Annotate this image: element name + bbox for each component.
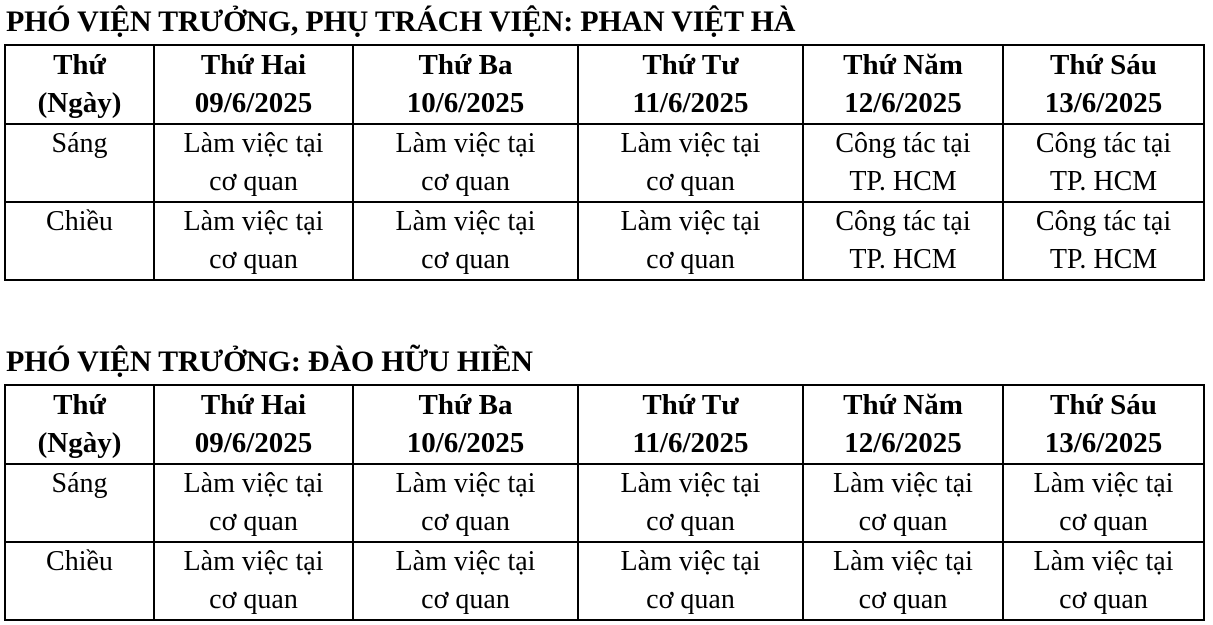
table-cell: Làm việc tại cơ quan [578,542,803,620]
table-cell: Làm việc tại cơ quan [803,542,1003,620]
table-cell: Làm việc tại cơ quan [803,464,1003,542]
table-cell: Làm việc tại cơ quan [154,124,353,202]
header-cell-wednesday: Thứ Tư 11/6/2025 [578,45,803,124]
header-cell-day-label: Thứ (Ngày) [5,385,154,464]
table-cell: Làm việc tại cơ quan [154,202,353,280]
header-cell-tuesday: Thứ Ba 10/6/2025 [353,385,578,464]
table-row-afternoon [5,542,1204,620]
table-cell: Làm việc tại cơ quan [353,542,578,620]
table-cell: Làm việc tại cơ quan [353,124,578,202]
header-cell-thursday: Thứ Năm 12/6/2025 [803,385,1003,464]
table-cell: Công tác tại TP. HCM [803,124,1003,202]
table-cell: Làm việc tại cơ quan [154,542,353,620]
table-row-morning [5,124,1204,202]
table-cell: Công tác tại TP. HCM [1003,124,1204,202]
header-cell-tuesday: Thứ Ba 10/6/2025 [353,45,578,124]
header-cell-monday: Thứ Hai 09/6/2025 [154,385,353,464]
table-cell: Làm việc tại cơ quan [353,464,578,542]
row-label-morning: Sáng [5,124,154,202]
header-cell-wednesday: Thứ Tư 11/6/2025 [578,385,803,464]
schedule-table [4,384,1205,621]
table-cell: Làm việc tại cơ quan [353,202,578,280]
schedule-section-phan-viet-ha [0,0,1213,275]
row-label-afternoon: Chiều [5,542,154,620]
table-cell: Làm việc tại cơ quan [1003,464,1204,542]
section-title: PHÓ VIỆN TRƯỞNG: ĐÀO HỮU HIỀN [6,345,533,378]
header-row [5,385,1204,464]
header-cell-monday: Thứ Hai 09/6/2025 [154,45,353,124]
table-cell: Công tác tại TP. HCM [1003,202,1204,280]
row-label-afternoon: Chiều [5,202,154,280]
header-cell-day-label: Thứ (Ngày) [5,45,154,124]
section-title: PHÓ VIỆN TRƯỞNG, PHỤ TRÁCH VIỆN: PHAN VIỆT HÀ [6,5,796,38]
table-cell: Làm việc tại cơ quan [578,202,803,280]
row-label-morning: Sáng [5,464,154,542]
table-cell: Làm việc tại cơ quan [578,464,803,542]
header-cell-thursday: Thứ Năm 12/6/2025 [803,45,1003,124]
header-row [5,45,1204,124]
schedule-table [4,44,1205,281]
table-cell: Làm việc tại cơ quan [154,464,353,542]
table-cell: Làm việc tại cơ quan [1003,542,1204,620]
table-row-afternoon [5,202,1204,280]
schedule-section-dao-huu-hien [0,340,1213,615]
table-row-morning [5,464,1204,542]
table-cell: Làm việc tại cơ quan [578,124,803,202]
table-cell: Công tác tại TP. HCM [803,202,1003,280]
header-cell-friday: Thứ Sáu 13/6/2025 [1003,45,1204,124]
header-cell-friday: Thứ Sáu 13/6/2025 [1003,385,1204,464]
